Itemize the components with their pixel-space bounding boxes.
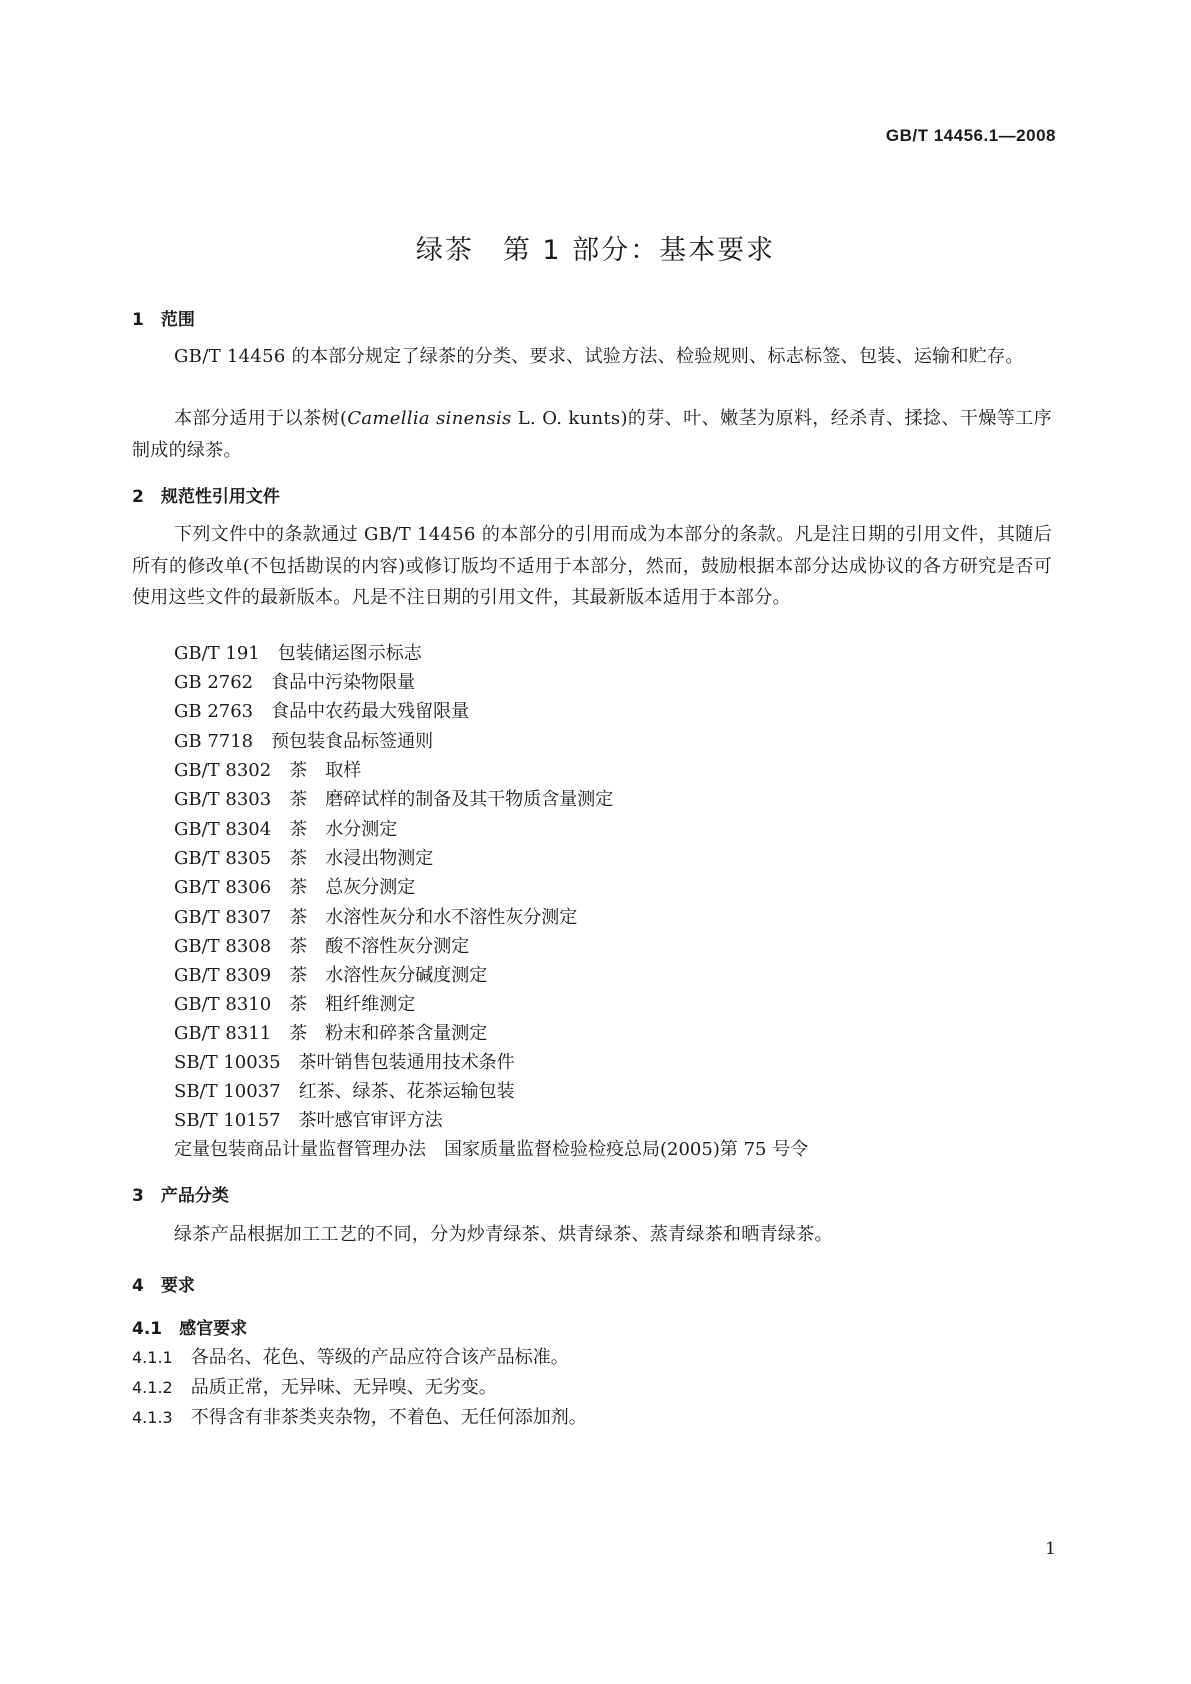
para2-post: L. O. kunts)的芽、叶、嫩茎为原料，经杀青、揉捻、干燥等工序制成的绿茶。: [132, 408, 1052, 461]
latin-name: Camellia sinensis: [347, 408, 512, 429]
reference-item: GB/T 8310 茶 粗纤维测定: [174, 994, 416, 1015]
reference-item: SB/T 10035 茶叶销售包装通用技术条件: [174, 1052, 515, 1073]
reference-item: GB/T 8307 茶 水溶性灰分和水不溶性灰分测定: [174, 907, 578, 928]
standard-number: GB/T 14456.1—2008: [885, 126, 1056, 145]
page-number: 1: [1045, 1539, 1056, 1559]
reference-item: GB/T 8308 茶 酸不溶性灰分测定: [174, 936, 470, 957]
reference-item: GB/T 8303 茶 磨碎试样的制备及其干物质含量测定: [174, 789, 614, 810]
section-4-heading: 4 要求: [132, 1276, 195, 1296]
reference-item: GB/T 8304 茶 水分测定: [174, 819, 398, 840]
clause-4-1-1: [132, 1343, 569, 1369]
reference-item: SB/T 10157 茶叶感官审评方法: [174, 1110, 443, 1131]
section-1-paragraph-1: GB/T 14456 的本部分规定了绿茶的分类、要求、试验方法、检验规则、标志标签、包装、运输和贮存。: [174, 346, 1024, 367]
reference-item: GB 2763 食品中农药最大残留限量: [174, 701, 470, 722]
document-title: 绿茶 第 1 部分：基本要求: [415, 235, 776, 266]
section-4-1-heading: 4.1 感官要求: [132, 1319, 248, 1339]
clause-number: 4.1.1: [132, 1348, 173, 1367]
clause-4-1-3: [132, 1403, 587, 1429]
clause-text: 品质正常，无异味、无异嗅、无劣变。: [190, 1377, 497, 1398]
reference-item: GB/T 8306 茶 总灰分测定: [174, 877, 416, 898]
reference-item: GB 7718 预包装食品标签通则: [174, 731, 434, 752]
reference-item: SB/T 10037 红茶、绿茶、花茶运输包装: [174, 1081, 515, 1102]
section-2-heading: 2 规范性引用文件: [132, 487, 280, 507]
clause-text: 不得含有非茶类夹杂物，不着色、无任何添加剂。: [190, 1407, 587, 1428]
clause-text: 各品名、花色、等级的产品应符合该产品标准。: [190, 1347, 569, 1368]
section-1-heading: 1 范围: [132, 310, 195, 330]
reference-item: GB/T 8309 茶 水溶性灰分碱度测定: [174, 965, 488, 986]
reference-item: GB/T 8311 茶 粉末和碎茶含量测定: [174, 1023, 488, 1044]
clause-number: 4.1.3: [132, 1408, 173, 1427]
clause-4-1-2: [132, 1373, 497, 1399]
reference-item: GB 2762 食品中污染物限量: [174, 672, 416, 693]
section-2-paragraph: 下列文件中的条款通过 GB/T 14456 的本部分的引用而成为本部分的条款。凡是注日期的引用文件，其随后所有的修改单(不包括勘误的内容)或修订版均不适用于本部分，然而，鼓励根据本部分达成协议的各方研究是否可使用这些文件的最新版本。凡是不注日期的引用文件，其最新版本适用于本部分。: [132, 524, 1052, 608]
reference-item: GB/T 191 包装储运图示标志: [174, 643, 422, 664]
para2-pre: 本部分适用于以茶树(: [174, 408, 348, 429]
section-1-paragraph-2: [132, 403, 1052, 466]
reference-item: GB/T 8302 茶 取样: [174, 760, 362, 781]
reference-item: GB/T 8305 茶 水浸出物测定: [174, 848, 434, 869]
clause-number: 4.1.2: [132, 1378, 173, 1397]
section-3-paragraph: 绿茶产品根据加工工艺的不同，分为炒青绿茶、烘青绿茶、蒸青绿茶和晒青绿茶。: [174, 1224, 833, 1245]
reference-item: 定量包装商品计量监督管理办法 国家质量监督检验检疫总局(2005)第 75 号令: [174, 1139, 809, 1160]
section-3-heading: 3 产品分类: [132, 1186, 229, 1206]
